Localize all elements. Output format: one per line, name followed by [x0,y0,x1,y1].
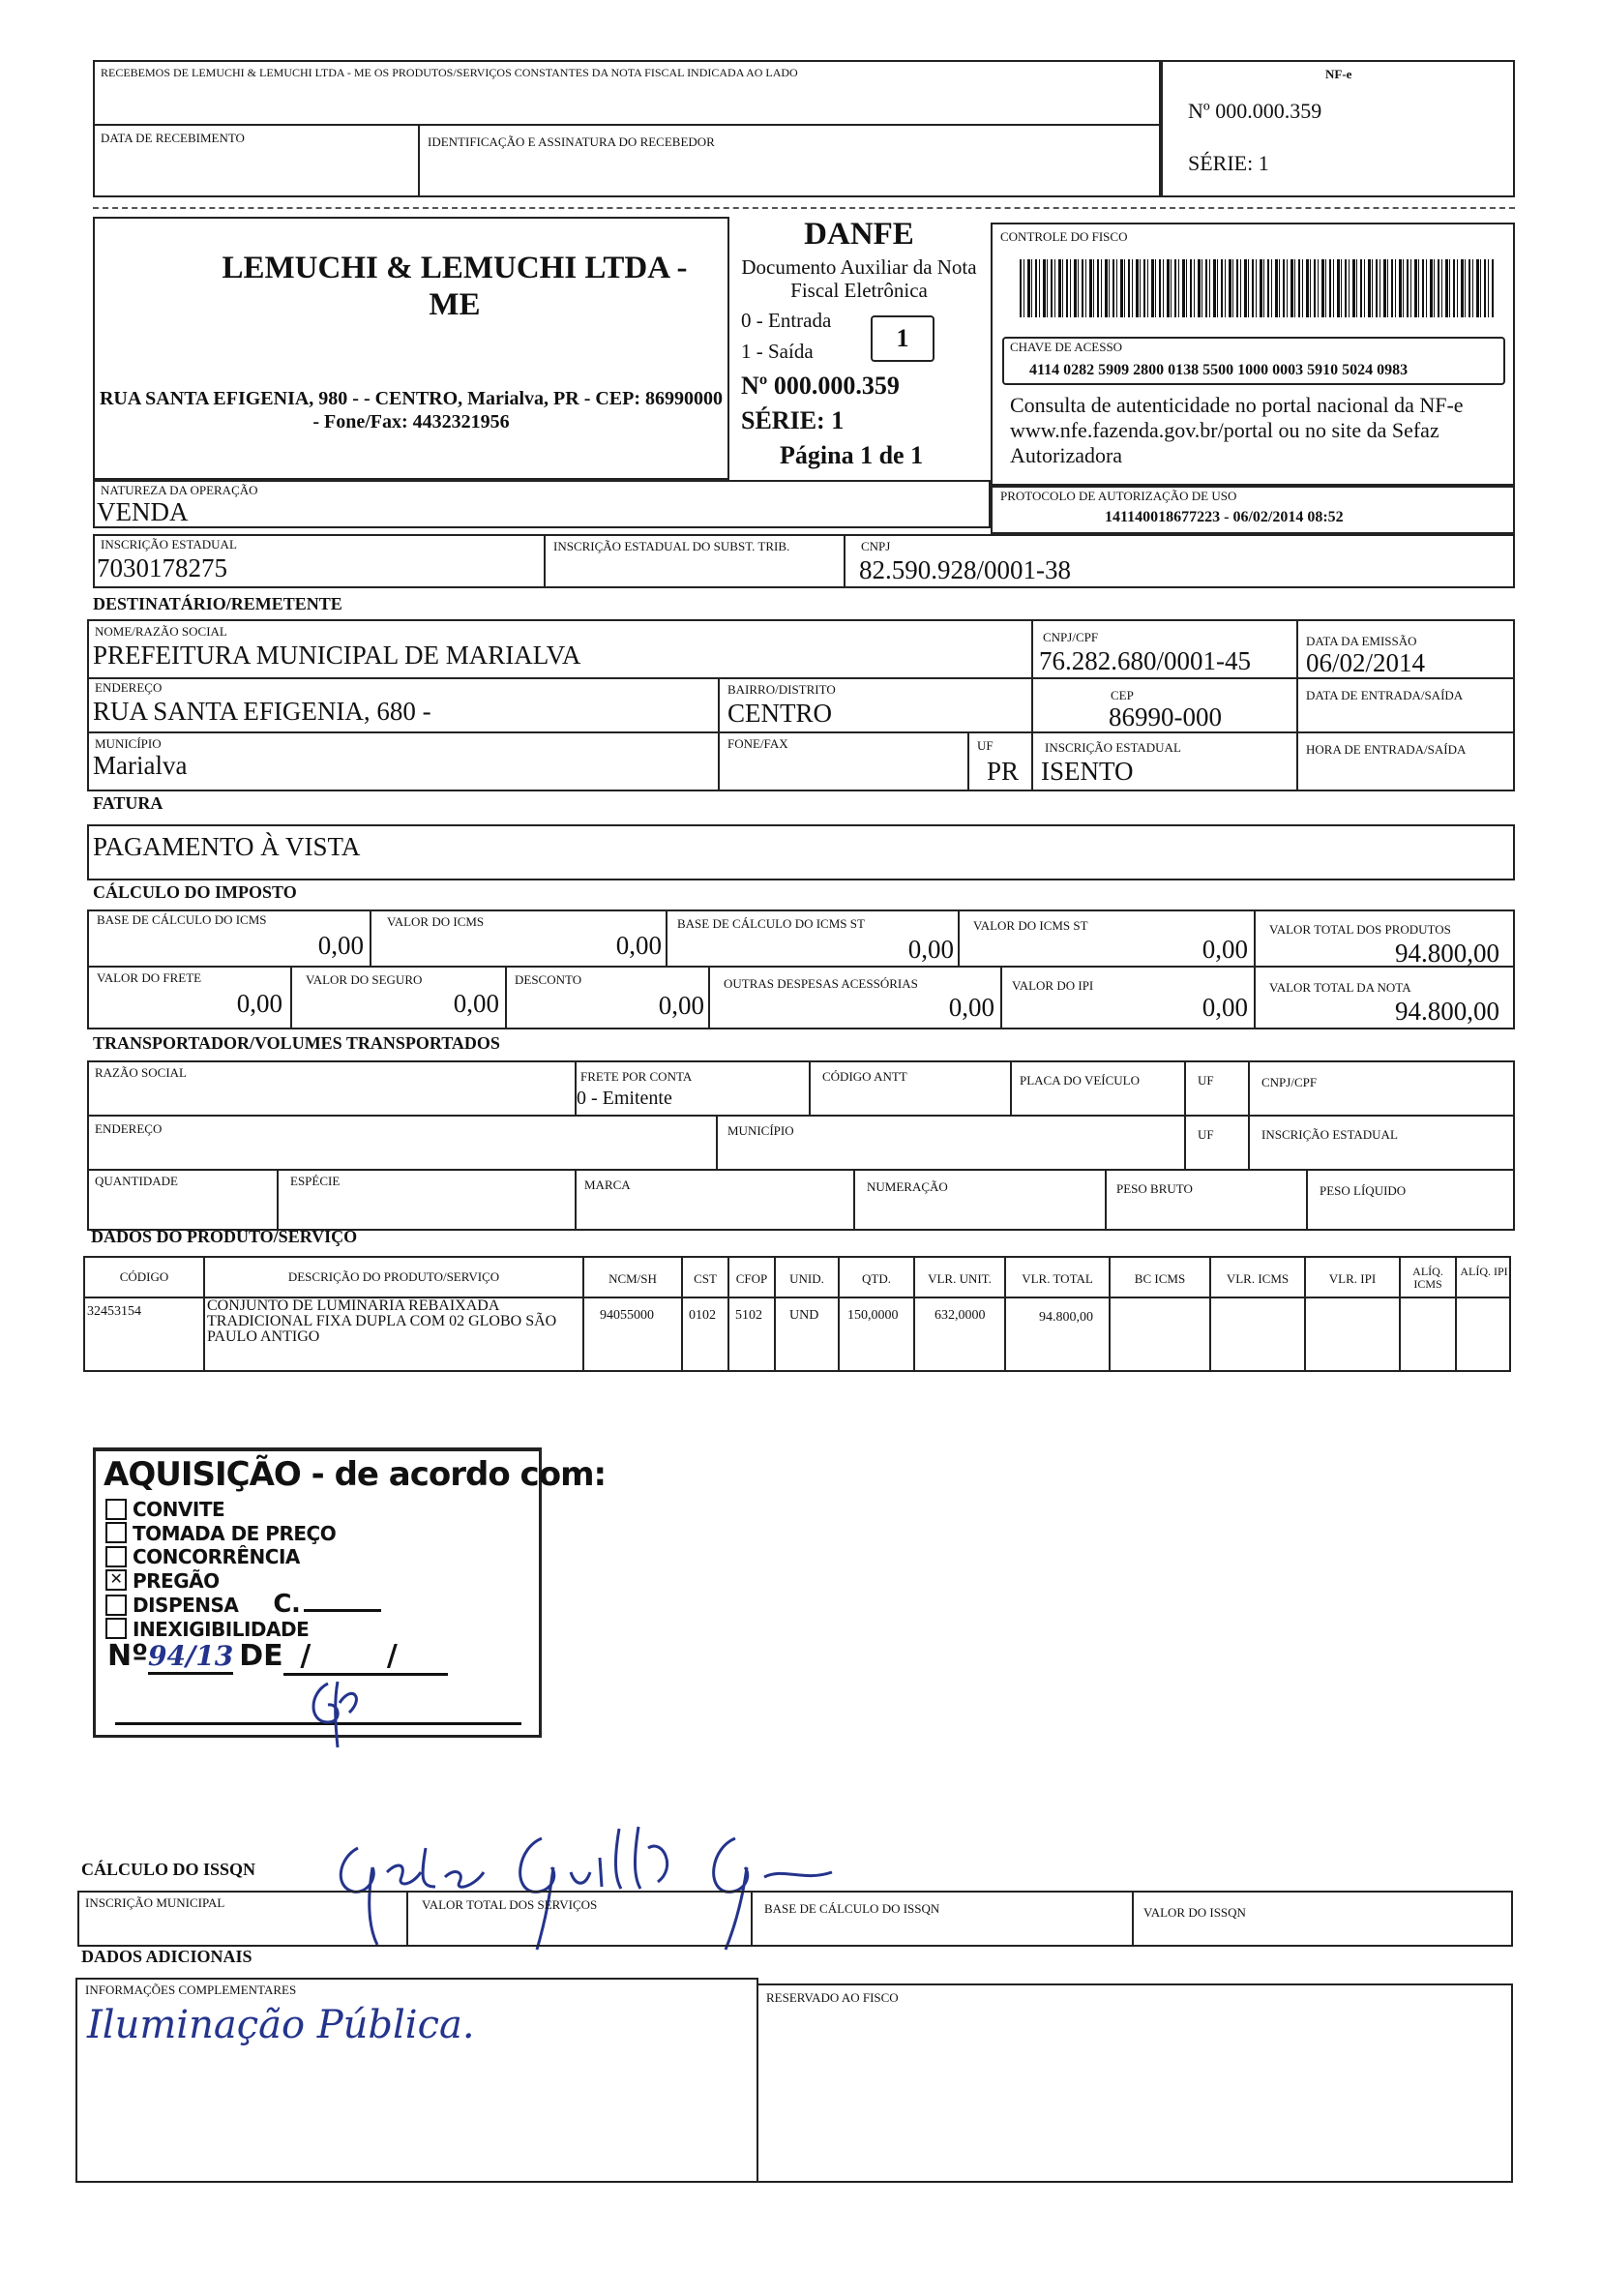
th-aliq-ipi: ALÍQ. IPI [1460,1265,1508,1278]
tr-peso-liquido-label: PESO LÍQUIDO [1320,1183,1407,1198]
stamp-option-tomada: TOMADA DE PREÇO [105,1522,381,1546]
valor-desconto: 0,00 [658,991,704,1020]
reservado-fisco-box [756,1983,1513,2183]
dest-bairro: CENTRO [727,699,832,728]
imp-v1 [370,909,371,966]
canhoto-recebemos: RECEBEMOS DE LEMUCHI & LEMUCHI LTDA - ME OS PRODUTOS/SERVIÇOS CONSTANTES DA NOTA FISCAL INDICADA AO LADO [101,66,798,79]
produtos-section: DADOS DO PRODUTO/SERVIÇO [91,1227,358,1246]
dest-entrada-saida-label: DATA DE ENTRADA/SAÍDA [1306,688,1464,702]
destinatario-section: DESTINATÁRIO/REMETENTE [93,594,342,613]
tr-uf-label: UF [1198,1073,1214,1088]
dest-endereco-label: ENDEREÇO [95,680,163,695]
dest-endereco: RUA SANTA EFIGENIA, 680 - [93,697,431,726]
dest-hora-label: HORA DE ENTRADA/SAÍDA [1306,742,1467,757]
inscricao-estadual: 7030178275 [97,553,227,582]
th-vlr-unit: VLR. UNIT. [928,1271,992,1286]
base-icms-label: BASE DE CÁLCULO DO ICMS [97,912,267,927]
total-nota: 94.800,00 [1395,997,1499,1026]
base-icms: 0,00 [317,931,364,960]
dest-nome-label: NOME/RAZÃO SOCIAL [95,624,227,639]
valor-icms-st-label: VALOR DO ICMS ST [973,918,1088,933]
aquisicao-stamp [93,1447,607,1738]
dest-vline-2 [1296,619,1298,791]
row-vlr-total: 94.800,00 [1039,1310,1093,1325]
dest-bairro-label: BAIRRO/DISTRITO [727,682,836,697]
dest-nome: PREFEITURA MUNICIPAL DE MARIALVA [93,641,581,670]
tr-v5 [1248,1060,1250,1169]
base-icms-st-label: BASE DE CÁLCULO DO ICMS ST [677,916,865,931]
row-qtd: 150,0000 [847,1308,899,1323]
ie-label: INSCRIÇÃO ESTADUAL [101,537,237,552]
dest-municipio: Marialva [93,751,188,780]
tr-cnpj-label: CNPJ/CPF [1261,1075,1318,1089]
dest-hline-1 [87,677,1515,679]
imp-hline [87,966,1515,968]
outras-label: OUTRAS DESPESAS ACESSÓRIAS [724,976,918,991]
dest-fone-label: FONE/FAX [727,736,788,751]
dest-cnpj: 76.282.680/0001-45 [1039,646,1251,675]
ie-st-label: INSCRIÇÃO ESTADUAL DO SUBST. TRIB. [553,539,790,553]
stamp-title: AQUISIÇÃO - de acordo com: [104,1455,607,1494]
desconto-label: DESCONTO [515,972,582,987]
valor-seguro: 0,00 [453,989,499,1018]
fatura-texto: PAGAMENTO À VISTA [93,832,361,861]
tr-municipio-label: MUNICÍPIO [727,1123,794,1138]
cut-line [93,207,1515,209]
tr-v11 [1306,1169,1308,1231]
valor-icms-st: 0,00 [1202,935,1248,964]
stamp-option-inexigibilidade: INEXIGIBILIDADE [105,1618,381,1642]
danfe-numero: Nº 000.000.359 [741,372,900,400]
info-complementares-handwritten: Iluminação Pública. [87,2003,475,2047]
tr-frete: 0 - Emitente [577,1088,672,1109]
stamp-option-dispensa: DISPENSA C. [105,1593,381,1618]
cnpj-emitente: 82.590.928/0001-38 [859,555,1071,584]
tr-v4 [1184,1060,1186,1169]
natureza-operacao: VENDA [97,497,189,526]
issqn-total-servicos-label: VALOR TOTAL DOS SERVIÇOS [422,1897,598,1912]
dest-ie-label: INSCRIÇÃO ESTADUAL [1045,740,1181,755]
ipi-label: VALOR DO IPI [1012,978,1094,993]
th-bc-icms: BC ICMS [1134,1271,1186,1286]
info-complementares-label: INFORMAÇÕES COMPLEMENTARES [85,1983,297,1997]
total-produtos-label: VALOR TOTAL DOS PRODUTOS [1269,922,1451,937]
frete-label: VALOR DO FRETE [97,970,202,985]
row-vlr-unit: 632,0000 [934,1308,986,1323]
th-ncm: NCM/SH [608,1271,657,1286]
dest-cnpj-label: CNPJ/CPF [1043,630,1099,644]
protocolo-autorizacao: 141140018677223 - 06/02/2014 08:52 [1105,509,1344,525]
canhoto-vdivider [418,124,420,197]
total-produtos: 94.800,00 [1395,939,1499,968]
emitente-endereco: RUA SANTA EFIGENIA, 980 - - CENTRO, Marialva, PR - CEP: 86990000 - Fone/Fax: 4432321956 [99,388,724,432]
tr-h1 [87,1115,1515,1117]
issqn-inscricao-label: INSCRIÇÃO MUNICIPAL [85,1895,225,1910]
issqn-box [77,1891,1513,1947]
row-ncm: 94055000 [600,1308,654,1323]
danfe-title: DANFE [804,217,914,252]
th-cst: CST [694,1271,717,1286]
checkbox-tomada [105,1522,127,1543]
imp-v3 [958,909,960,966]
danfe-entrada: 0 - Entrada [741,309,832,332]
th-vlr-icms: VLR. ICMS [1226,1271,1290,1286]
tr-razao-label: RAZÃO SOCIAL [95,1065,187,1080]
chave-acesso: 4114 0282 5909 2800 0138 5500 1000 0003 5910 5024 0983 [1029,362,1409,378]
adicionais-section: DADOS ADICIONAIS [81,1947,252,1966]
issqn-section: CÁLCULO DO ISSQN [81,1860,256,1879]
transportador-section: TRANSPORTADOR/VOLUMES TRANSPORTADOS [93,1033,500,1053]
tr-marca-label: MARCA [584,1178,631,1192]
cnpj-label: CNPJ [861,539,891,553]
dest-uf-label: UF [977,738,994,753]
stamp-data: / / [283,1639,448,1676]
tr-v8 [575,1169,577,1231]
canhoto-nfe-label: NF-e [1325,67,1352,81]
canhoto [93,60,1161,197]
dest-uf: PR [987,757,1020,786]
natureza-label: NATUREZA DA OPERAÇÃO [101,483,258,497]
dest-cep-label: CEP [1111,688,1134,702]
canhoto-divider [93,124,1161,126]
issqn-v2 [751,1891,753,1947]
stamp-option-pregao: ✕ PREGÃO [105,1569,381,1594]
imp-v5 [290,966,292,1029]
th-aliq-icms: ALÍQ. ICMS [1412,1265,1443,1291]
tr-endereco-label: ENDEREÇO [95,1121,163,1136]
valor-ipi: 0,00 [1202,993,1248,1022]
danfe-tipo-box: 1 [871,315,934,362]
danfe-serie: SÉRIE: 1 [741,406,845,434]
valor-icms: 0,00 [615,931,662,960]
th-descricao: DESCRIÇÃO DO PRODUTO/SERVIÇO [287,1269,500,1284]
tr-v7 [277,1169,279,1231]
imposto-section: CÁLCULO DO IMPOSTO [93,882,297,902]
dest-cep: 86990-000 [1109,702,1222,731]
issqn-valor-label: VALOR DO ISSQN [1143,1905,1246,1920]
row-unid: UND [789,1308,819,1323]
th-unid: UNID. [789,1271,824,1286]
th-cfop: CFOP [735,1271,768,1286]
tr-v6 [716,1115,718,1169]
canhoto-numero: Nº 000.000.359 [1188,99,1322,123]
th-qtd: QTD. [862,1271,891,1286]
dest-emissao: 06/02/2014 [1306,648,1426,677]
dest-vline-4 [967,731,969,791]
tr-numeracao-label: NUMERAÇÃO [867,1179,948,1194]
danfe-pagina: Página 1 de 1 [780,441,924,469]
canhoto-serie: SÉRIE: 1 [1188,151,1269,175]
base-icms-st: 0,00 [907,935,954,964]
reservado-fisco-label: RESERVADO AO FISCO [766,1990,899,2005]
row-descricao: CONJUNTO DE LUMINARIA REBAIXADA TRADICIONAL FIXA DUPLA COM 02 GLOBO SÃO PAULO ANTIGO [207,1297,557,1345]
stamp-numero: 94 [148,1640,186,1675]
stamp-initials-signature [299,1674,376,1751]
th-vlr-ipi: VLR. IPI [1328,1271,1377,1286]
data-recebimento-label: DATA DE RECEBIMENTO [101,131,245,145]
imp-v7 [708,966,710,1029]
row-codigo: 32453154 [87,1304,141,1319]
issqn-base-label: BASE DE CÁLCULO DO ISSQN [764,1901,940,1916]
valor-outras: 0,00 [948,993,994,1022]
checkbox-concorrencia [105,1546,127,1567]
dest-vline-3 [718,677,720,791]
valor-icms-label: VALOR DO ICMS [387,914,485,929]
th-vlr-total: VLR. TOTAL [1022,1271,1093,1286]
tr-v2 [809,1060,811,1115]
ie-box [93,534,1515,588]
stamp-option-convite: CONVITE [105,1498,381,1522]
danfe-subtitle: Documento Auxiliar da Nota Fiscal Eletrônica [741,255,977,302]
row-cst: 0102 [689,1308,716,1323]
checkbox-inexigibilidade [105,1618,127,1639]
imp-v2 [666,909,668,966]
barcode [1020,259,1494,317]
identificacao-label: IDENTIFICAÇÃO E ASSINATURA DO RECEBEDOR [428,134,715,149]
tr-frete-label: FRETE POR CONTA [580,1069,693,1084]
dest-emissao-label: DATA DA EMISSÃO [1306,634,1417,648]
tr-placa-label: PLACA DO VEÍCULO [1020,1073,1140,1088]
total-nota-label: VALOR TOTAL DA NOTA [1269,980,1411,995]
tr-v10 [1105,1169,1107,1231]
tr-v9 [853,1169,855,1231]
stamp-ano: 13 [195,1640,233,1675]
imp-v6 [505,966,507,1029]
checkbox-dispensa [105,1595,127,1616]
stamp-numero-line: Nº94/13 DE / / [107,1639,448,1676]
row-cfop: 5102 [735,1308,762,1323]
dest-municipio-label: MUNICÍPIO [95,736,162,751]
issqn-v3 [1132,1891,1134,1947]
ie-divider [544,534,546,588]
valor-frete: 0,00 [236,989,282,1018]
tr-especie-label: ESPÉCIE [290,1174,341,1188]
emitente-nome: LEMUCHI & LEMUCHI LTDA - ME [222,251,688,322]
dest-vline-1 [1031,619,1033,791]
tr-uf2-label: UF [1198,1127,1214,1142]
consulta-autenticidade: Consulta de autenticidade no portal nacional da NF-e www.nfe.fazenda.gov.br/portal ou no site da Sefaz Autorizadora [1010,393,1464,467]
imp-v8 [1000,966,1002,1029]
dest-ie: ISENTO [1041,757,1134,786]
tr-v3 [1010,1060,1012,1115]
danfe-saida: 1 - Saída [741,340,814,363]
fatura-section: FATURA [93,793,163,813]
tr-quantidade-label: QUANTIDADE [95,1174,178,1188]
imp-v4 [1254,909,1256,1029]
issqn-v1 [406,1891,408,1947]
dest-hline-2 [87,731,1515,733]
controle-fisco-label: CONTROLE DO FISCO [1000,229,1128,244]
tr-peso-bruto-label: PESO BRUTO [1116,1181,1193,1196]
checkbox-convite [105,1499,127,1520]
ie-divider-2 [844,534,846,588]
tr-h2 [87,1169,1515,1171]
checkbox-pregao-checked: ✕ [105,1569,127,1591]
stamp-option-concorrencia: CONCORRÊNCIA [105,1545,381,1569]
chave-label: CHAVE DE ACESSO [1010,340,1123,354]
tr-antt-label: CÓDIGO ANTT [822,1069,907,1084]
seguro-label: VALOR DO SEGURO [306,972,423,987]
th-codigo: CÓDIGO [119,1269,169,1284]
tr-ie-label: INSCRIÇÃO ESTADUAL [1261,1127,1398,1142]
protocolo-label: PROTOCOLO DE AUTORIZAÇÃO DE USO [1000,489,1237,503]
